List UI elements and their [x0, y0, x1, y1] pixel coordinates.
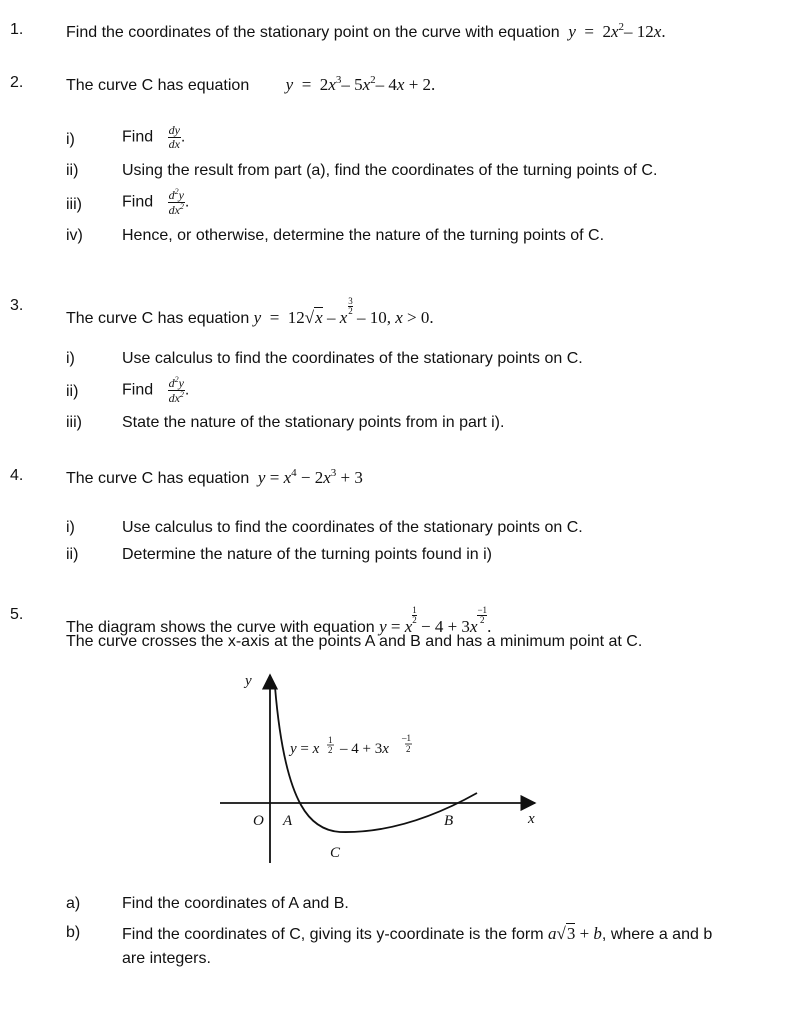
q2-part-label: i)	[66, 131, 75, 148]
question-3	[66, 297, 434, 328]
q5-part-label: a)	[66, 895, 81, 912]
q3-part-text: State the nature of the stationary points from in part i).	[122, 414, 505, 431]
q2-part-label: ii)	[66, 162, 79, 179]
q5-part-text: Find the coordinates of A and B.	[122, 895, 349, 912]
question-2-number: 2.	[10, 74, 24, 91]
question-2	[66, 74, 435, 95]
q3-part-label: iii)	[66, 414, 82, 431]
svg-text:– 4 + 3x: – 4 + 3x	[340, 741, 389, 757]
svg-text:1: 1	[328, 735, 333, 745]
q2-part-i: Find $\frac{dy}{dx}$ .	[122, 123, 186, 151]
svg-text:2: 2	[406, 744, 411, 754]
q3-part-text: Use calculus to find the coordinates of the stationary points on C.	[122, 350, 583, 367]
question-3-text: The curve C has equation	[66, 310, 250, 327]
q3-part-text: Find	[122, 381, 154, 399]
q2-part-text: Find	[122, 128, 154, 146]
svg-text:2: 2	[328, 745, 333, 755]
second-derivative: $\frac{d^2y}{dx^2}$	[168, 187, 184, 217]
derivative-dy-dx: $\frac{dy}{dx}$	[168, 123, 180, 151]
curve-path	[275, 687, 477, 832]
curve-equation-label	[288, 733, 412, 757]
q4-part-text: Determine the nature of the turning points found in i)	[122, 546, 492, 563]
question-5-text: The diagram shows the curve with equation	[66, 619, 375, 636]
question-4	[66, 467, 363, 488]
q5-part-text-continued: are integers.	[122, 950, 211, 967]
curve-diagram	[215, 665, 545, 865]
question-3-number: 3.	[10, 297, 24, 314]
svg-text:y = x: y = x	[290, 741, 320, 757]
q3-part-label: ii)	[66, 383, 79, 400]
q2-part-label: iii)	[66, 196, 82, 213]
question-5-equation: y = x $\frac{1}{2}$ − 4 + 3x $\frac{-1}{2}$ .	[379, 605, 492, 636]
question-1-text: Find the coordinates of the stationary point on the curve with equation	[66, 24, 560, 41]
q2-part-iii: Find $\frac{d^2y}{dx^2}$ .	[122, 187, 190, 217]
question-4-text: The curve C has equation	[66, 470, 250, 487]
q5-part-b	[122, 924, 712, 944]
q2-part-text: Hence, or otherwise, determine the nature of the turning points of C.	[122, 227, 605, 244]
question-4-equation: $y = x^4 - 2x^3 + 3$	[253, 467, 363, 487]
point-a-label: A	[283, 813, 293, 829]
question-2-equation: $y = 2x^3-$ $5x^2-$ 4x + 2.	[285, 74, 436, 94]
question-1-equation: $y = 2x^2-$ 12x.	[564, 21, 666, 41]
point-b-label: B	[444, 813, 454, 829]
q5-part-label: b)	[66, 924, 81, 941]
q5-part-text-end: , where a and b	[601, 926, 713, 943]
question-4-number: 4.	[10, 467, 24, 484]
q2-part-text: Using the result from part (a), find the coordinates of the turning points of C.	[122, 162, 658, 179]
question-1-number: 1.	[10, 21, 24, 38]
point-c-label: C	[330, 845, 341, 861]
question-2-text: The curve C has equation	[66, 77, 250, 94]
question-5-number: 5.	[10, 606, 24, 623]
question-1	[66, 21, 666, 42]
origin-label: O	[253, 813, 264, 829]
q2-part-text: Find	[122, 193, 154, 211]
q3-part-label: i)	[66, 350, 75, 367]
q2-part-label: iv)	[66, 227, 83, 244]
question-3-equation: y = 12√x – x $\frac{3}{2}$ – 10, x > 0.	[253, 296, 434, 327]
q3-part-ii: Find $\frac{d^2y}{dx^2}$ .	[122, 375, 190, 405]
question-5-line-2: The curve crosses the x-axis at the points A and B and has a minimum point at C.	[66, 633, 643, 650]
q4-part-label: i)	[66, 519, 75, 536]
q5-part-text: Find the coordinates of C, giving its y-coordinate is the form	[122, 926, 544, 943]
surd-form-expression: a√3 + b	[547, 924, 602, 943]
svg-text:–1: –1	[402, 733, 411, 743]
q4-part-text: Use calculus to find the coordinates of the stationary points on C.	[122, 519, 583, 536]
q4-part-label: ii)	[66, 546, 79, 563]
x-axis-label: x	[528, 811, 535, 827]
second-derivative: $\frac{d^2y}{dx^2}$	[168, 375, 184, 405]
y-axis-label: y	[245, 673, 252, 689]
